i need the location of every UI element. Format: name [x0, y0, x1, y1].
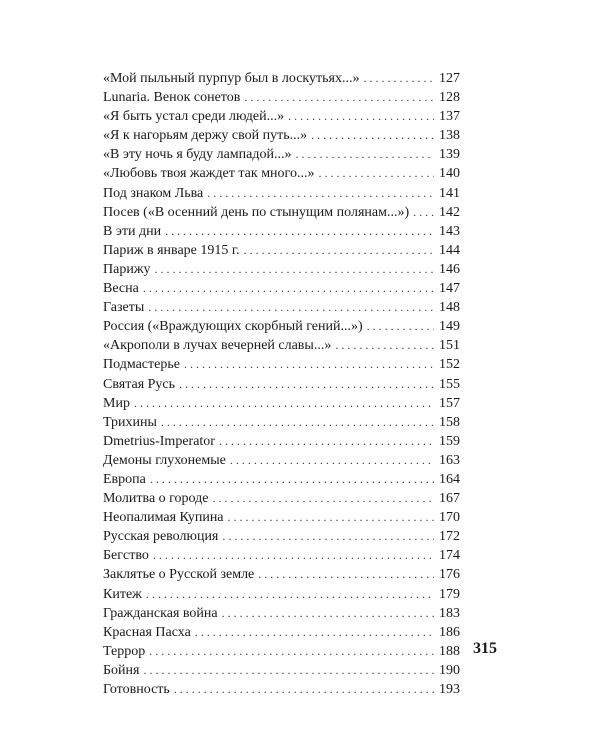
- toc-entry: [103, 260, 460, 279]
- toc-entry-page: 152: [439, 357, 460, 373]
- toc-entry-title: Бойня: [103, 662, 140, 678]
- toc-entry-title: «Я быть устал среди людей...»: [103, 109, 285, 125]
- toc-entry-title: Подмастерье: [103, 357, 180, 373]
- toc-entry: [103, 394, 460, 413]
- toc-entry: [103, 661, 460, 680]
- toc-entry-page: 155: [439, 376, 460, 392]
- toc-entry-page: 143: [439, 223, 460, 239]
- toc-entry-page: 176: [439, 567, 460, 583]
- toc-entry-page: 183: [439, 605, 460, 621]
- toc-entry-title: «Я к нагорьям держу свой путь...»: [103, 128, 308, 144]
- toc-entry-title: «Любовь твоя жаждет так много...»: [103, 166, 315, 182]
- toc-entry-title: Демоны глухонемые: [103, 452, 226, 468]
- dot-leader: [363, 69, 434, 88]
- toc-entry: [103, 203, 460, 222]
- dot-leader: [146, 585, 434, 604]
- dot-leader: [184, 355, 434, 374]
- toc-entry-title: Бегство: [103, 548, 149, 564]
- toc-entry-title: «Акрополи в лучах вечерней славы...»: [103, 338, 332, 354]
- toc-entry-title: Россия («Враждующих скорбный гений...»): [103, 319, 363, 335]
- toc-entry-title: Красная Пасха: [103, 624, 191, 640]
- toc-entry: [103, 489, 460, 508]
- toc-entry-title: Неопалимая Купина: [103, 510, 224, 526]
- toc-entry: [103, 69, 460, 88]
- toc-entry-title: Газеты: [103, 300, 145, 316]
- toc-entry-page: 140: [439, 166, 460, 182]
- toc-entry: [103, 298, 460, 317]
- toc-entry-page: 170: [439, 510, 460, 526]
- toc-entry-page: 128: [439, 90, 460, 106]
- toc-entry-title: Париж в январе 1915 г.: [103, 242, 240, 258]
- toc-entry: [103, 680, 460, 699]
- toc-entry: [103, 164, 460, 183]
- toc-entry-title: Весна: [103, 281, 139, 297]
- toc-entry-page: 137: [439, 109, 460, 125]
- toc-entry-title: Готовность: [103, 682, 170, 697]
- toc-entry: [103, 88, 460, 107]
- toc-entry: [103, 451, 460, 470]
- toc-entry-title: Террор: [103, 643, 146, 659]
- toc-entry: [103, 317, 460, 336]
- toc-entry-page: 158: [439, 414, 460, 430]
- dot-leader: [143, 279, 434, 298]
- dot-leader: [413, 203, 434, 222]
- dot-leader: [179, 375, 434, 394]
- toc-entry-title: Под знаком Льва: [103, 185, 204, 201]
- toc-entry-page: 147: [439, 281, 460, 297]
- toc-entry-title: Парижу: [103, 261, 151, 277]
- toc-entry-page: 172: [439, 529, 460, 545]
- toc-entry-page: 157: [439, 395, 460, 411]
- toc-entry-title: Dmetrius-Imperator: [103, 433, 215, 449]
- toc-entry-title: Европа: [103, 471, 146, 487]
- dot-leader: [296, 145, 435, 164]
- dot-leader: [153, 546, 434, 565]
- toc-entry-title: Гражданская война: [103, 605, 218, 621]
- toc-entry: [103, 279, 460, 298]
- dot-leader: [244, 88, 434, 107]
- toc-entry-page: 174: [439, 548, 460, 564]
- dot-leader: [230, 451, 434, 470]
- toc-entry-title: Китеж: [103, 586, 142, 602]
- toc-entry: [103, 336, 460, 355]
- toc-entry: [103, 355, 460, 374]
- toc-entry-page: 148: [439, 300, 460, 316]
- dot-leader: [222, 604, 434, 623]
- toc-entry-page: 167: [439, 491, 460, 507]
- toc-entry-page: 188: [439, 643, 460, 659]
- toc-entry-title: Молитва о городе: [103, 491, 209, 507]
- toc-entry-title: Трихины: [103, 414, 157, 430]
- dot-leader: [134, 394, 434, 413]
- dot-leader: [367, 317, 434, 336]
- dot-leader: [318, 164, 434, 183]
- dot-leader: [174, 680, 434, 699]
- toc-entry-title: Мир: [103, 395, 130, 411]
- toc-entry: [103, 546, 460, 565]
- toc-entry: [103, 565, 460, 584]
- dot-leader: [207, 184, 434, 203]
- toc-entry-page: 163: [439, 452, 460, 468]
- toc-entry-title: Заклятье о Русской земле: [103, 567, 255, 583]
- toc-entry: [103, 432, 460, 451]
- toc-entry-title: В эти дни: [103, 223, 162, 239]
- dot-leader: [288, 107, 434, 126]
- toc-entry: [103, 145, 460, 164]
- toc-entry: [103, 107, 460, 126]
- toc-entry: [103, 470, 460, 489]
- page-number: 315: [473, 640, 497, 657]
- toc-entry-page: 193: [439, 682, 460, 697]
- dot-leader: [165, 222, 434, 241]
- dot-leader: [161, 413, 434, 432]
- toc-entry: [103, 241, 460, 260]
- toc-entry-page: 151: [439, 338, 460, 354]
- toc-entry: [103, 184, 460, 203]
- dot-leader: [258, 565, 434, 584]
- toc-entry-page: 190: [439, 662, 460, 678]
- dot-leader: [219, 432, 434, 451]
- dot-leader: [149, 642, 434, 661]
- toc-entry: [103, 585, 460, 604]
- dot-leader: [195, 623, 434, 642]
- toc-entry-page: 139: [439, 147, 460, 163]
- toc-entry-page: 127: [439, 71, 460, 86]
- dot-leader: [150, 470, 434, 489]
- dot-leader: [244, 241, 434, 260]
- toc-entry-page: 138: [439, 128, 460, 144]
- toc-entry: [103, 126, 460, 145]
- toc-entry: [103, 375, 460, 394]
- toc-entry-title: Lunaria. Венок сонетов: [103, 90, 241, 106]
- dot-leader: [212, 489, 434, 508]
- toc-entry-title: «В эту ночь я буду лампадой...»: [103, 147, 292, 163]
- toc-entry: [103, 413, 460, 432]
- dot-leader: [335, 336, 434, 355]
- dot-leader: [155, 260, 435, 279]
- toc-entry-page: 179: [439, 586, 460, 602]
- dot-leader: [222, 527, 434, 546]
- toc-entry-title: Русская революция: [103, 529, 219, 545]
- toc-entry-title: Святая Русь: [103, 376, 176, 392]
- toc-entry-page: 144: [439, 242, 460, 258]
- dot-leader: [311, 126, 434, 145]
- toc-entry-page: 159: [439, 433, 460, 449]
- toc-entry: [103, 508, 460, 527]
- toc-entry: [103, 222, 460, 241]
- toc-entry-title: Посев («В осенний день по стынущим полянам...»): [103, 204, 410, 220]
- toc-entry-title: «Мой пыльный пурпур был в лоскутьях...»: [103, 71, 360, 86]
- toc-entry: [103, 623, 460, 642]
- toc-entry: [103, 604, 460, 623]
- toc-entry-page: 141: [439, 185, 460, 201]
- table-of-contents: [103, 69, 460, 699]
- toc-entry-page: 146: [439, 261, 460, 277]
- toc-entry: [103, 527, 460, 546]
- toc-entry-page: 142: [439, 204, 460, 220]
- toc-entry-page: 186: [439, 624, 460, 640]
- dot-leader: [228, 508, 434, 527]
- toc-entry-page: 164: [439, 471, 460, 487]
- dot-leader: [143, 661, 434, 680]
- toc-entry-page: 149: [439, 319, 460, 335]
- toc-entry: [103, 642, 460, 661]
- dot-leader: [148, 298, 434, 317]
